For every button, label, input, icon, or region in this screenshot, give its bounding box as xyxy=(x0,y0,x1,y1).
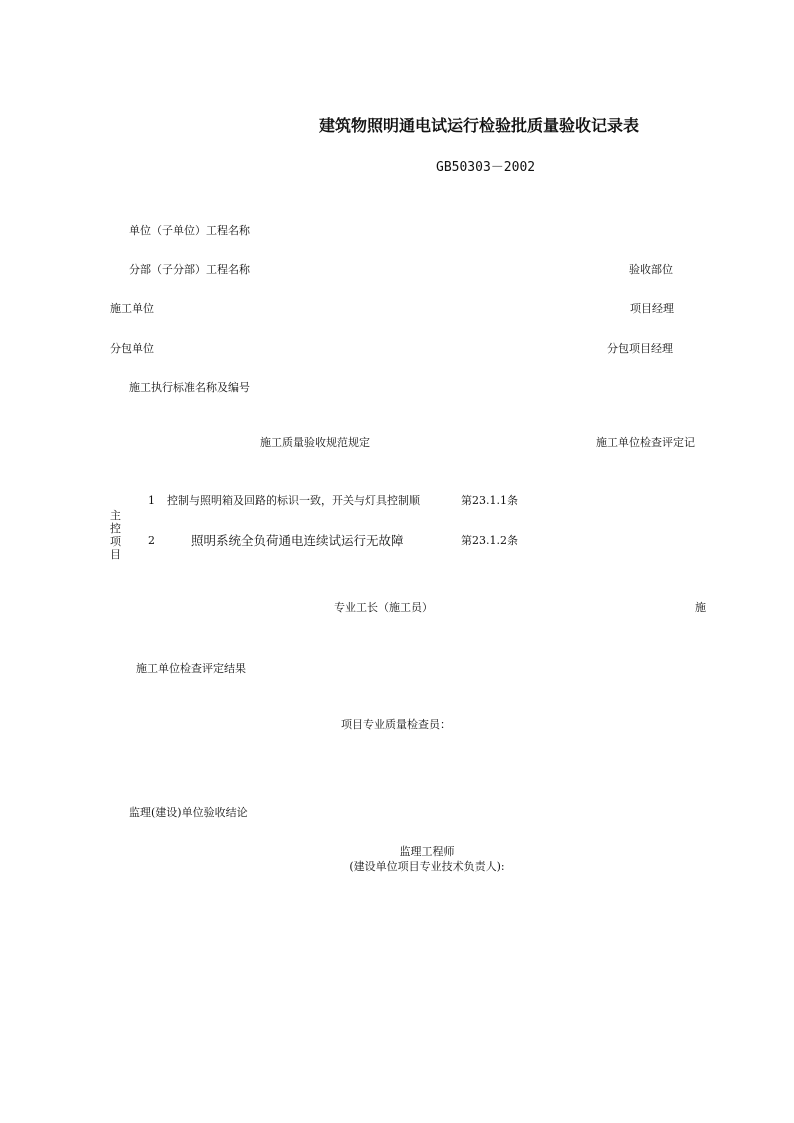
unit-project-name-label: 单位（子单位）工程名称 xyxy=(129,224,250,237)
foreman-right-fragment: 施 xyxy=(695,601,706,614)
subcontract-unit-label: 分包单位 xyxy=(110,342,154,355)
construction-check-header: 施工单位检查评定记 xyxy=(596,436,695,449)
item-number: 2 xyxy=(148,534,155,547)
supervising-engineer-label: 监理工程师 xyxy=(399,845,455,858)
item-content: 照明系统全负荷通电连续试运行无故障 xyxy=(191,533,404,548)
owner-technical-lead-label: (建设单位项目专业技术负责人): xyxy=(349,860,505,873)
subcontract-project-manager-label: 分包项目经理 xyxy=(607,342,673,355)
division-project-name-label: 分部（子分部）工程名称 xyxy=(129,263,250,276)
spec-provisions-header: 施工质量验收规范规定 xyxy=(260,436,370,449)
document-title: 建筑物照明通电试运行检验批质量验收记录表 xyxy=(319,116,640,135)
main-control-group-label: 主控项目 xyxy=(110,509,121,561)
execution-standard-label: 施工执行标准名称及编号 xyxy=(129,381,250,394)
acceptance-part-label: 验收部位 xyxy=(629,263,673,276)
item-content: 控制与照明箱及回路的标识一致，开关与灯具控制顺 xyxy=(167,494,420,507)
project-manager-label: 项目经理 xyxy=(630,302,674,315)
item-clause: 第23.1.1条 xyxy=(461,494,518,507)
construction-evaluation-label: 施工单位检查评定结果 xyxy=(136,662,246,675)
foreman-label: 专业工长（施工员） xyxy=(334,601,433,614)
quality-inspector-label: 项目专业质量检查员： xyxy=(341,718,451,731)
construction-unit-label: 施工单位 xyxy=(110,302,154,315)
supervision-conclusion-label: 监理(建设)单位验收结论 xyxy=(129,806,248,819)
standard-code: GB50303－2002 xyxy=(436,160,536,175)
item-number: 1 xyxy=(148,494,155,507)
item-clause: 第23.1.2条 xyxy=(461,534,518,547)
